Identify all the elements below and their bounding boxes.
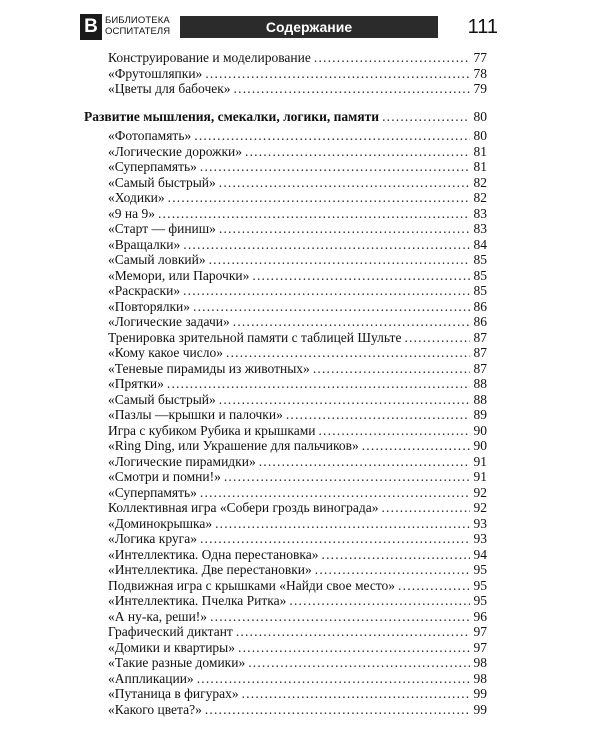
series-name — [105, 15, 177, 37]
toc-entry-page: 87 — [473, 360, 487, 376]
toc-entry — [84, 485, 487, 501]
toc-entry — [84, 562, 487, 578]
toc-entry — [84, 361, 487, 377]
toc-entry-title: «Такие разные домики» — [108, 655, 246, 670]
toc-entry — [84, 438, 487, 454]
toc-section-title: Развитие мышления, смекалки, логики, памяти — [84, 108, 380, 124]
toc-entry — [84, 81, 487, 97]
toc-entry-page: 86 — [473, 314, 487, 329]
toc-entry — [84, 66, 487, 82]
toc-leader-dots — [318, 423, 470, 439]
toc-leader-dots — [197, 671, 470, 687]
toc-entry — [84, 624, 487, 640]
toc-leader-dots — [193, 299, 470, 315]
toc-entry-page: 80 — [473, 128, 487, 143]
toc-entry-title: Подвижная игра с крышками «Найди свое место» — [108, 577, 396, 593]
toc-leader-dots — [200, 485, 470, 501]
toc-leader-dots — [238, 640, 470, 656]
toc-leader-dots — [168, 190, 470, 206]
toc-leader-dots — [398, 578, 470, 594]
toc-entry-title: «Прятки» — [108, 376, 164, 391]
toc-entry — [84, 252, 487, 268]
toc-entry — [84, 345, 487, 361]
toc-leader-dots — [200, 159, 470, 175]
toc-entry-page: 85 — [473, 252, 487, 267]
toc-entry — [84, 159, 487, 175]
toc-entry — [84, 640, 487, 656]
toc-entry — [84, 283, 487, 299]
toc-entry-page: 85 — [473, 267, 487, 283]
toc-leader-dots — [226, 345, 470, 361]
toc-entry-title: «Доминокрышка» — [108, 515, 213, 531]
toc-entry-title: «Смотри и помни!» — [108, 469, 221, 484]
toc-leader-dots — [245, 144, 470, 160]
series-name-line2: ОСПИТАТЕЛЯ — [105, 26, 171, 37]
toc-entry — [84, 655, 487, 671]
toc-leader-dots — [234, 81, 470, 97]
toc-entry-page: 98 — [473, 655, 487, 670]
toc-leader-dots — [248, 655, 470, 671]
toc-entry — [84, 392, 487, 408]
toc-leader-dots — [233, 314, 470, 330]
toc-leader-dots — [404, 330, 470, 346]
toc-entry-page: 91 — [473, 453, 487, 469]
toc-entry-page: 92 — [473, 484, 487, 500]
toc-entry-page: 93 — [473, 531, 487, 546]
toc-entry-page: 99 — [473, 701, 487, 717]
page-header — [80, 14, 498, 40]
toc-leader-dots — [314, 50, 470, 66]
toc-leader-dots — [242, 686, 470, 702]
toc-entry-page: 99 — [473, 686, 487, 701]
toc-entry-title: «Самый быстрый» — [108, 174, 216, 190]
toc-entry-title: «Мемори, или Парочки» — [108, 267, 250, 283]
toc-entry-title: «Интеллектика. Одна перестановка» — [108, 546, 319, 562]
toc-entry-title: «Раскраски» — [108, 283, 181, 298]
toc-entry-title: «А ну-ка, реши!» — [108, 608, 208, 624]
toc-entry — [84, 702, 487, 718]
toc-entry — [84, 469, 487, 485]
toc-entry-title: «Суперпамять» — [108, 159, 197, 174]
toc-entry-title: «Домики и квартиры» — [108, 639, 235, 655]
toc-entry-title: «Фрутошляпки» — [108, 65, 203, 81]
toc-entry-title: Тренировка зрительной памяти с таблицей Шульте — [108, 329, 402, 345]
toc-entry — [84, 376, 487, 392]
toc-leader-dots — [322, 547, 470, 563]
toc-leader-dots — [200, 531, 470, 547]
toc-entry — [84, 609, 487, 625]
toc-entry — [84, 330, 487, 346]
toc-entry — [84, 128, 487, 144]
toc-section-page: 80 — [473, 108, 487, 124]
toc-leader-dots — [194, 128, 470, 144]
toc-entry-page: 90 — [473, 422, 487, 438]
toc-leader-dots — [205, 66, 470, 82]
toc-leader-dots — [289, 593, 470, 609]
toc-entry-page: 93 — [473, 515, 487, 531]
toc-entry-title: «Фотопамять» — [108, 128, 192, 143]
toc-leader-dots — [219, 175, 470, 191]
toc-leader-dots — [236, 624, 470, 640]
toc-leader-dots — [183, 237, 470, 253]
toc-entry-title: «Интеллектика. Две перестановки» — [108, 562, 312, 577]
toc-entry-title: «Логические пирамидки» — [108, 453, 256, 469]
toc-entry-title: «Цветы для бабочек» — [108, 81, 231, 96]
toc-leader-dots — [205, 702, 470, 718]
toc-entry — [84, 175, 487, 191]
toc-leader-dots — [362, 438, 470, 454]
toc-entry-page: 97 — [473, 639, 487, 655]
toc-leader-dots — [219, 221, 470, 237]
toc-entry-title: «Суперпамять» — [108, 484, 197, 500]
toc-entry-page: 91 — [473, 469, 487, 484]
toc-entry — [84, 407, 487, 423]
toc-leader-dots — [219, 392, 470, 408]
toc-entry — [84, 593, 487, 609]
toc-entry-title: Коллективная игра «Собери гроздь винограда» — [108, 500, 379, 515]
toc-entry-list — [84, 128, 487, 717]
toc-entry-page: 78 — [473, 65, 487, 81]
toc-entry-title: «Самый ловкий» — [108, 252, 206, 267]
toc-entry-page: 79 — [473, 81, 487, 96]
toc-entry-title: «Интеллектика. Пчелка Ритка» — [108, 593, 287, 608]
toc-entry-title: «Логические дорожки» — [108, 143, 242, 159]
toc-leader-dots — [210, 609, 470, 625]
toc-entry-page: 82 — [473, 174, 487, 190]
toc-entry-page: 96 — [473, 608, 487, 624]
toc-entry-page: 95 — [473, 562, 487, 577]
toc-entry-page: 94 — [473, 546, 487, 562]
toc-pre-section-list — [84, 50, 487, 97]
toc-leader-dots — [286, 407, 470, 423]
toc-entry-page: 77 — [473, 50, 487, 65]
toc-leader-dots — [158, 206, 470, 222]
toc-entry-title: «Пазлы —крышки и палочки» — [108, 407, 283, 422]
toc-entry-page: 81 — [473, 159, 487, 174]
table-of-contents — [84, 50, 487, 717]
toc-entry-title: «Логика круга» — [108, 531, 197, 546]
toc-leader-dots — [183, 283, 470, 299]
toc-entry — [84, 516, 487, 532]
toc-entry-page: 85 — [473, 283, 487, 298]
toc-entry-page: 92 — [473, 500, 487, 515]
toc-entry — [84, 237, 487, 253]
toc-entry-title: Игра с кубиком Рубика и крышками — [108, 422, 316, 438]
toc-leader-dots — [209, 252, 470, 268]
toc-entry-title: «Ходики» — [108, 190, 165, 205]
toc-entry-page: 81 — [473, 143, 487, 159]
toc-entry-title: «Ring Ding, или Украшение для пальчиков» — [108, 438, 359, 453]
toc-entry-page: 88 — [473, 376, 487, 391]
toc-leader-dots — [315, 562, 470, 578]
toc-entry-title: «Повторялки» — [108, 298, 190, 314]
toc-entry-title: «Логические задачи» — [108, 314, 230, 329]
toc-entry-page: 84 — [473, 236, 487, 252]
toc-entry-title: Конструирование и моделирование — [108, 50, 311, 65]
toc-entry-title: «Самый быстрый» — [108, 391, 216, 407]
toc-leader-dots — [381, 500, 470, 516]
toc-entry — [84, 206, 487, 222]
toc-entry-title: «Аппликации» — [108, 670, 194, 686]
toc-entry — [84, 190, 487, 206]
toc-entry-page: 95 — [473, 593, 487, 608]
toc-entry-title: «Старт — финиш» — [108, 221, 216, 236]
toc-entry-page: 86 — [473, 298, 487, 314]
toc-entry-page: 88 — [473, 391, 487, 407]
toc-entry — [84, 314, 487, 330]
toc-entry-page: 90 — [473, 438, 487, 453]
toc-leader-dots — [224, 469, 470, 485]
toc-entry — [84, 547, 487, 563]
toc-entry-page: 98 — [473, 670, 487, 686]
toc-leader-dots — [259, 454, 470, 470]
toc-entry-title: Графический диктант — [108, 624, 233, 639]
toc-entry-title: «9 на 9» — [108, 205, 155, 221]
toc-entry-title: «Путаница в фигурах» — [108, 686, 239, 701]
toc-entry — [84, 671, 487, 687]
toc-entry-page: 95 — [473, 577, 487, 593]
toc-entry — [84, 500, 487, 516]
toc-leader-dots — [215, 516, 470, 532]
toc-leader-dots — [167, 376, 470, 392]
toc-entry — [84, 454, 487, 470]
page-number: 111 — [467, 16, 498, 38]
toc-entry — [84, 268, 487, 284]
toc-entry-page: 97 — [473, 624, 487, 639]
toc-leader-dots — [252, 268, 470, 284]
toc-entry — [84, 686, 487, 702]
toc-entry-page: 87 — [473, 329, 487, 345]
toc-entry — [84, 299, 487, 315]
chapter-title: Содержание — [180, 16, 438, 38]
toc-entry-title: «Вращалки» — [108, 236, 181, 252]
toc-entry-title: «Теневые пирамиды из животных» — [108, 360, 310, 376]
toc-entry — [84, 50, 487, 66]
toc-leader-dots — [313, 361, 470, 377]
toc-entry — [84, 578, 487, 594]
toc-entry-page: 82 — [473, 190, 487, 205]
toc-entry — [84, 531, 487, 547]
series-logo: В — [80, 14, 102, 40]
series-name-line1: БИБЛИОТЕКА — [105, 15, 170, 26]
toc-entry-title: «Кому какое число» — [108, 345, 223, 360]
toc-leader-dots — [382, 109, 470, 125]
toc-entry-page: 89 — [473, 407, 487, 422]
toc-entry — [84, 144, 487, 160]
toc-entry-title: «Какого цвета?» — [108, 701, 202, 717]
toc-entry — [84, 423, 487, 439]
toc-section-heading — [84, 109, 487, 125]
toc-entry-page: 87 — [473, 345, 487, 360]
toc-entry-page: 83 — [473, 221, 487, 236]
toc-entry-page: 83 — [473, 205, 487, 221]
toc-entry — [84, 221, 487, 237]
